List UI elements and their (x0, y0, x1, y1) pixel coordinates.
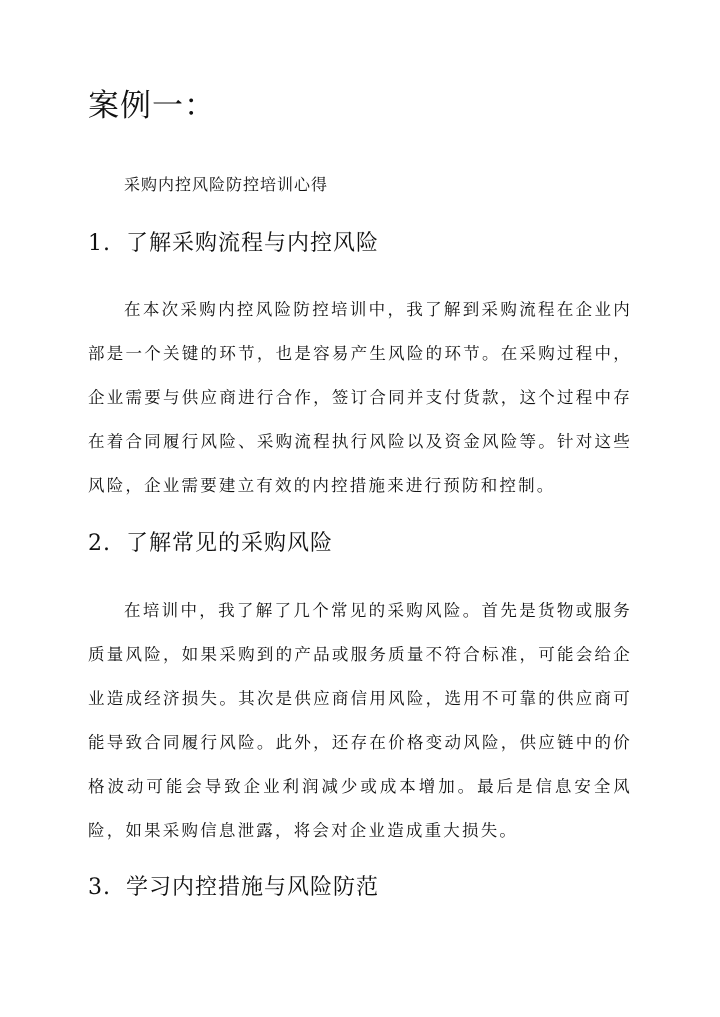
section-heading-text-1: 了解采购流程与内控风险 (126, 231, 380, 256)
case-title: 案例一： (88, 88, 216, 124)
section-number-3: 3. (88, 875, 111, 900)
section-heading-text-3: 学习内控措施与风险防范 (126, 875, 380, 900)
section-heading-1 (88, 228, 379, 260)
section-heading-text-2: 了解常见的采购风险 (126, 531, 334, 556)
section-paragraph-1: 在本次采购内控风险防控培训中，我了解到采购流程在企业内部是一个关键的环节，也是容易产生风险的环节。在采购过程中，企业需要与供应商进行合作，签订合同并支付货款，这个过程中存在着合同履行风险、采购流程执行风险以及资金风险等。针对这些风险，企业需要建立有效的内控措施来进行预防和控制。 (88, 300, 632, 495)
section-paragraph-2: 在培训中，我了解了几个常见的采购风险。首先是货物或服务质量风险，如果采购到的产品或服务质量不符合标准，可能会给企业造成经济损失。其次是供应商信用风险，选用不可靠的供应商可能导致合同履行风险。此外，还存在价格变动风险，供应链中的价格波动可能会导致企业利润减少或成本增加。最后是信息安全风险，如果采购信息泄露，将会对企业造成重大损失。 (88, 601, 632, 840)
section-number-1: 1. (88, 231, 111, 256)
section-number-2: 2. (88, 531, 111, 556)
section-heading-2 (88, 528, 333, 560)
section-heading-3 (88, 872, 379, 904)
document-subtitle: 采购内控风险防控培训心得 (124, 175, 329, 194)
